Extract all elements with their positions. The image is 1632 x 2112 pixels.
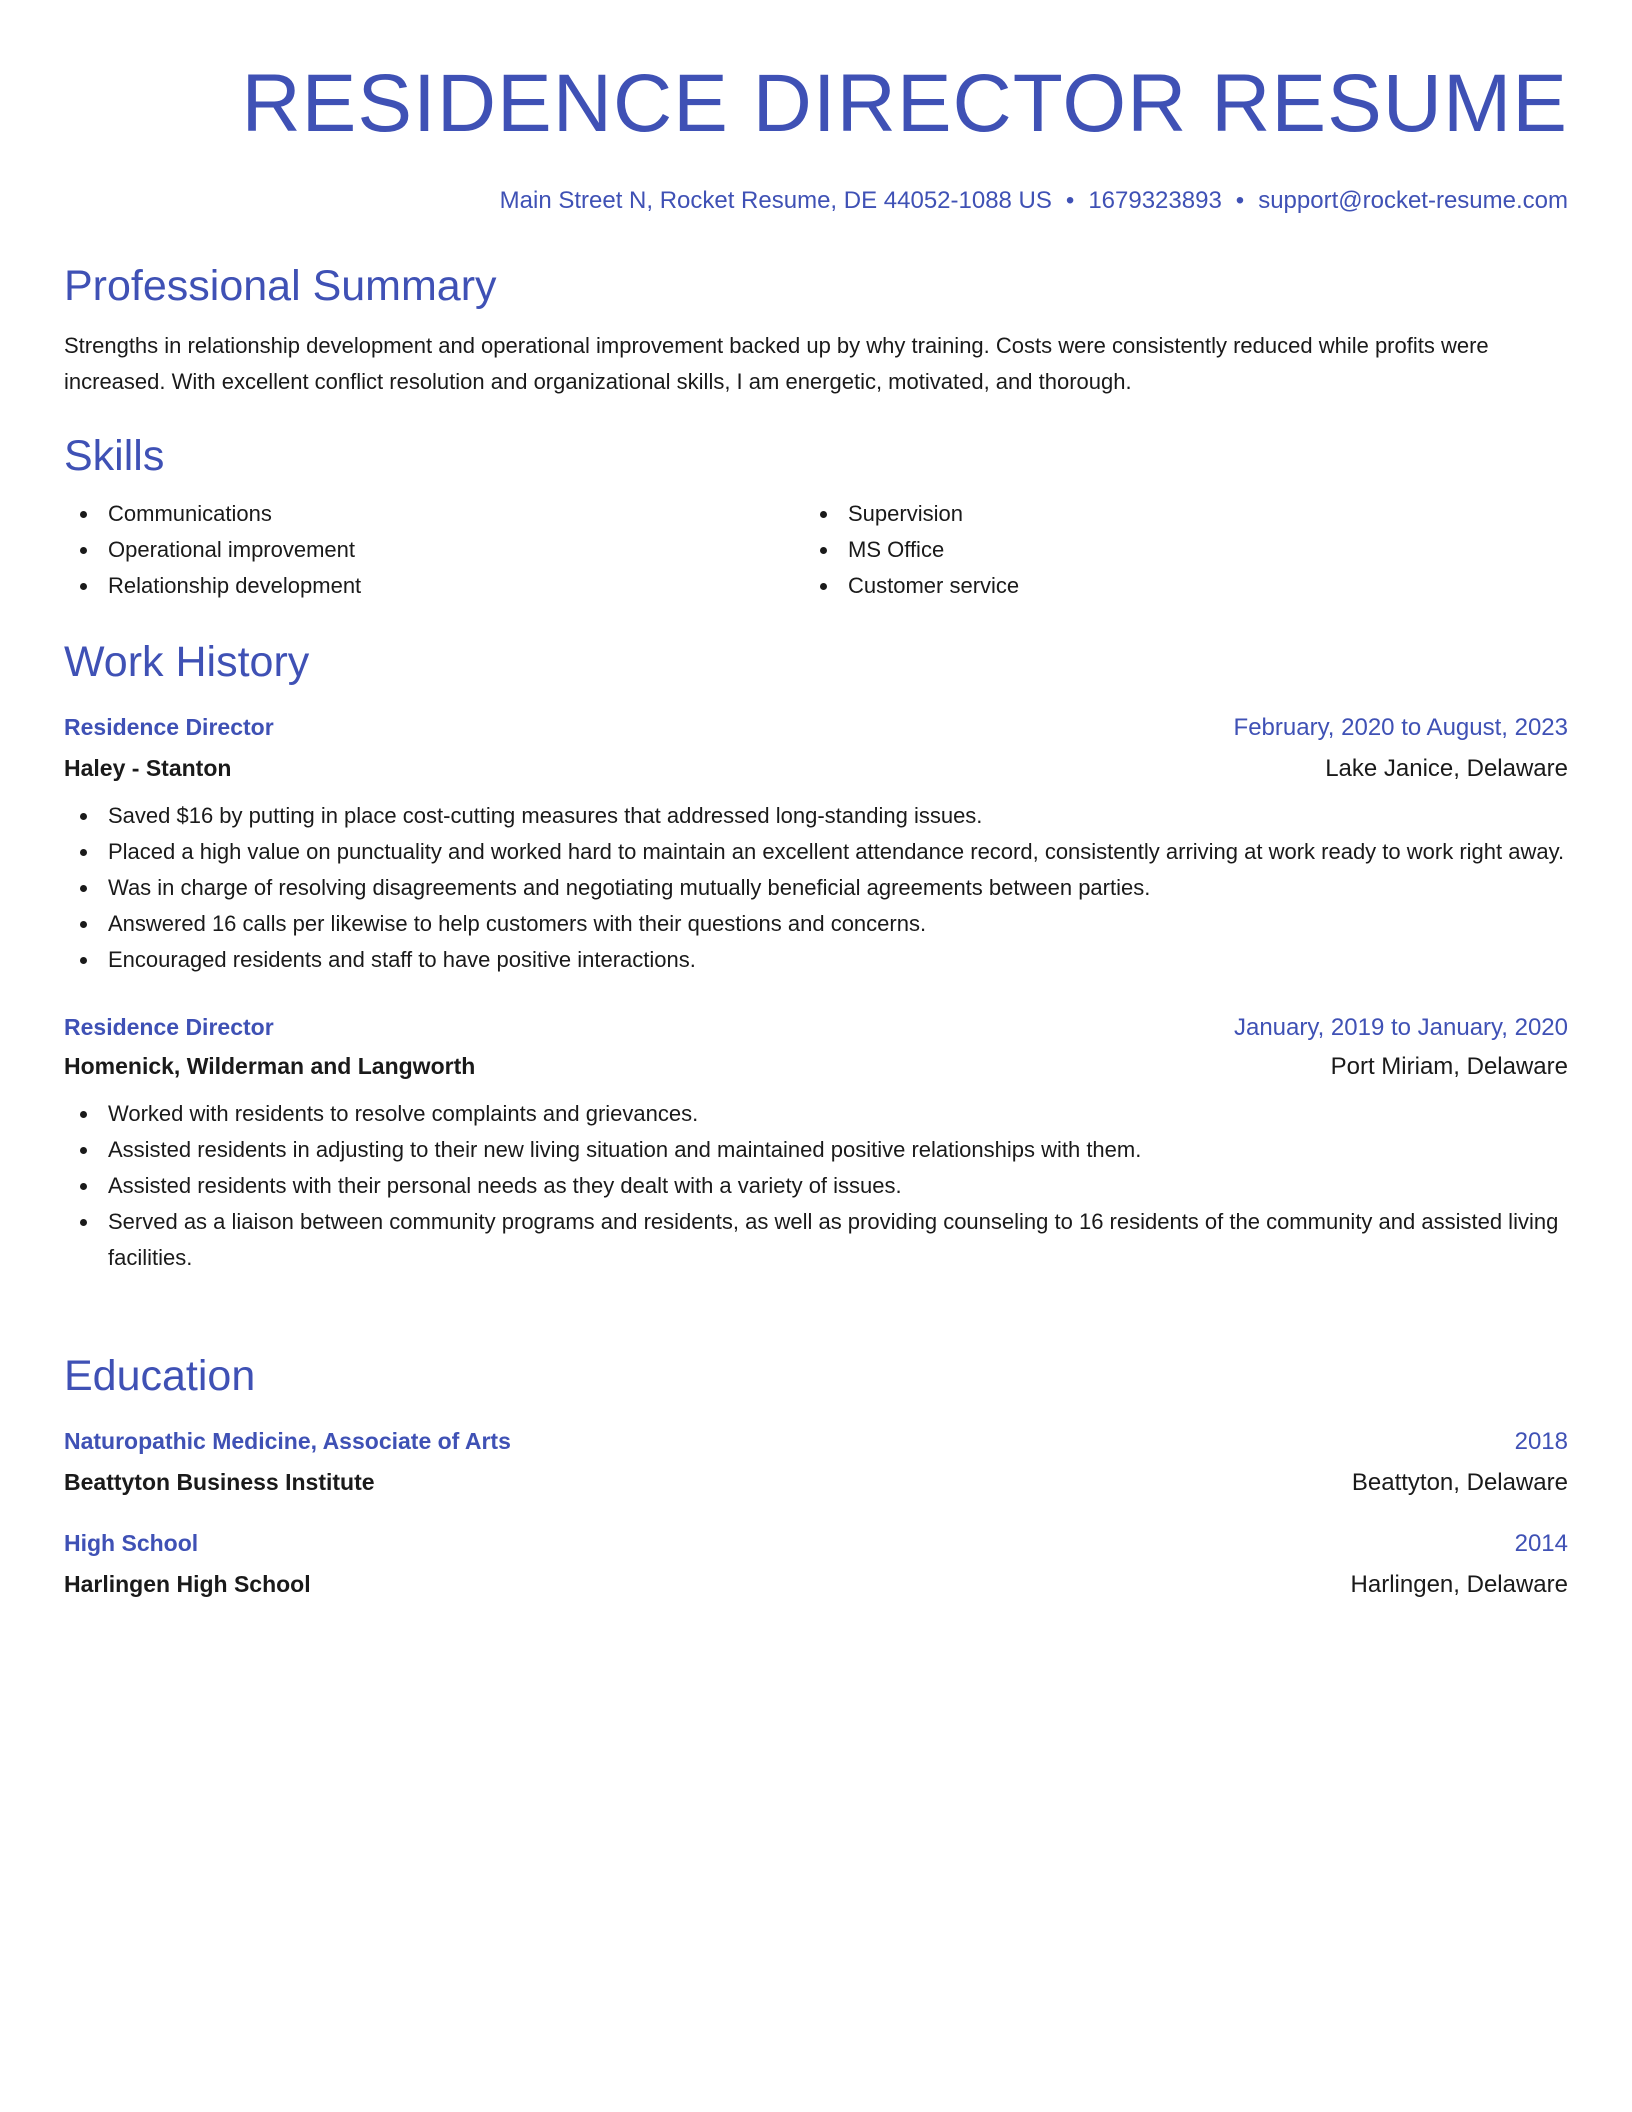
education-year: 2014 [1514, 1530, 1568, 1557]
job-bullet: Served as a liaison between community programs and residents, as well as providing counseling to 16 residents of the community and assisted living facilities. [64, 1204, 1568, 1276]
summary-heading: Professional Summary [64, 262, 497, 310]
job-company: Haley - Stanton [64, 755, 232, 781]
education-degree: Naturopathic Medicine, Associate of Arts [64, 1428, 511, 1454]
job-company-row [64, 753, 1568, 784]
skill-item: Operational improvement [64, 532, 804, 568]
job-bullets [64, 798, 1568, 978]
education-school: Harlingen High School [64, 1571, 311, 1597]
contact-line [64, 186, 1568, 216]
job-company: Homenick, Wilderman and Langworth [64, 1053, 476, 1079]
skills-list-right [804, 496, 1544, 604]
contact-phone: 1679323893 [1088, 187, 1222, 214]
resume-page [64, 0, 1568, 1598]
job-bullet: Assisted residents in adjusting to their new living situation and maintained positive relationships with them. [64, 1132, 1568, 1168]
job-location: Port Miriam, Delaware [1330, 1053, 1568, 1080]
education-school: Beattyton Business Institute [64, 1469, 375, 1495]
job-entry [64, 712, 1568, 978]
education-school-row [64, 1467, 1568, 1498]
skill-item: Relationship development [64, 568, 804, 604]
contact-address: Main Street N, Rocket Resume, DE 44052-1088 US [499, 187, 1052, 214]
job-header-row [64, 712, 1568, 743]
job-bullet: Assisted residents with their personal needs as they dealt with a variety of issues. [64, 1168, 1568, 1204]
skills-section [64, 430, 1568, 604]
skill-item: MS Office [804, 532, 1544, 568]
skill-item: Customer service [804, 568, 1544, 604]
education-entry [64, 1528, 1568, 1600]
job-bullet: Worked with residents to resolve complaints and grievances. [64, 1096, 1568, 1132]
skills-grid [64, 496, 1568, 604]
education-section [64, 1350, 1568, 1600]
contact-separator: • [1235, 187, 1245, 214]
job-bullet: Answered 16 calls per likewise to help customers with their questions and concerns. [64, 906, 1568, 942]
work-heading: Work History [64, 638, 310, 686]
education-location: Harlingen, Delaware [1350, 1571, 1568, 1598]
summary-text: Strengths in relationship development and operational improvement backed up by why training. Costs were consistently reduced while profits were increased. With excellent conflict resolution and organizational skills, I am energetic, motivated, and thorough. [64, 333, 1489, 394]
job-bullet: Encouraged residents and staff to have positive interactions. [64, 942, 1568, 978]
education-header-row [64, 1426, 1568, 1457]
education-entry [64, 1426, 1568, 1498]
skills-heading: Skills [64, 432, 165, 480]
job-title: Residence Director [64, 714, 274, 740]
education-header-row [64, 1528, 1568, 1559]
education-location: Beattyton, Delaware [1351, 1469, 1568, 1496]
education-school-row [64, 1569, 1568, 1600]
job-location: Lake Janice, Delaware [1325, 755, 1568, 782]
job-dates: February, 2020 to August, 2023 [1233, 714, 1568, 741]
skill-item: Communications [64, 496, 804, 532]
education-heading: Education [64, 1352, 256, 1400]
job-company-row [64, 1051, 1568, 1082]
skills-list-left [64, 496, 804, 604]
job-entry [64, 1012, 1568, 1276]
job-bullet: Was in charge of resolving disagreements and negotiating mutually beneficial agreements between parties. [64, 870, 1568, 906]
job-header-row [64, 1012, 1568, 1043]
contact-email: support@rocket-resume.com [1258, 187, 1568, 214]
contact-separator: • [1065, 187, 1075, 214]
education-year: 2018 [1514, 1428, 1568, 1455]
job-bullet: Placed a high value on punctuality and worked hard to maintain an excellent attendance record, consistently arriving at work ready to work right away. [64, 834, 1568, 870]
work-section [64, 636, 1568, 1276]
job-bullets [64, 1096, 1568, 1276]
job-bullet: Saved $16 by putting in place cost-cutting measures that addressed long-standing issues. [64, 798, 1568, 834]
skill-item: Supervision [804, 496, 1544, 532]
summary-section [64, 260, 1568, 400]
education-degree: High School [64, 1530, 199, 1556]
resume-title: RESIDENCE DIRECTOR RESUME [241, 58, 1568, 149]
job-title: Residence Director [64, 1014, 274, 1040]
job-dates: January, 2019 to January, 2020 [1233, 1014, 1568, 1041]
